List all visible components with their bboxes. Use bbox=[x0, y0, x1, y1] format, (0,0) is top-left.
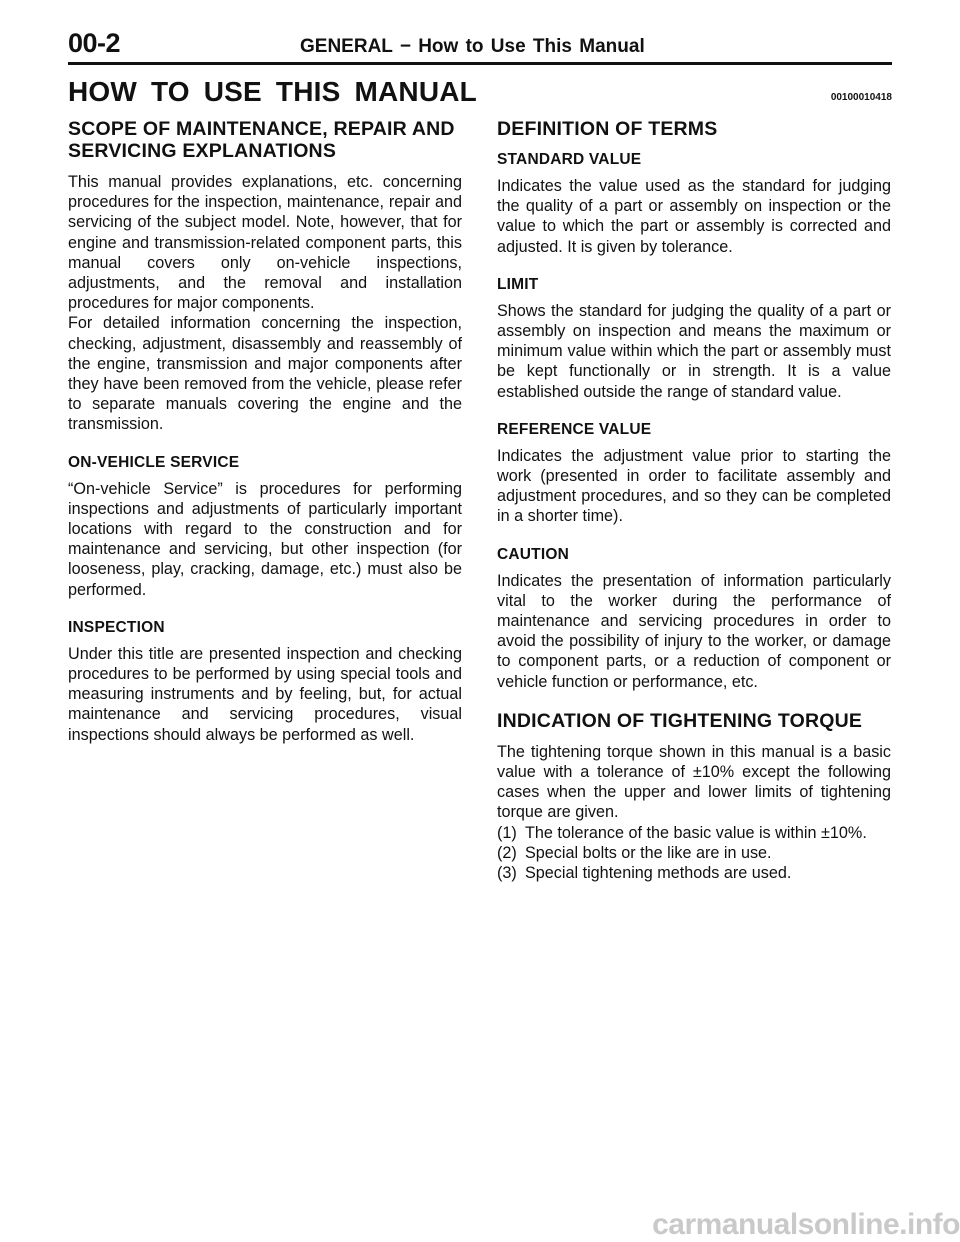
inspection-heading: INSPECTION bbox=[68, 618, 165, 636]
caution-heading: CAUTION bbox=[497, 545, 570, 563]
scope-paragraph-1: This manual provides explanations, etc. concerning procedures for the inspection, maintenance, repair and servicing of the subject model. Note, however, that for engine and transmission-related component parts, this manual covers only on-vehicle inspections, adjustments, and the removal and installation procedures for major components. bbox=[68, 173, 462, 313]
list-item-text: Special tightening methods are used. bbox=[525, 864, 792, 883]
list-item-text: Special bolts or the like are in use. bbox=[525, 843, 772, 862]
scope-paragraph-2: For detailed information concerning the inspection, checking, adjustment, disassembly and reassembly of the engine, transmission and major components after they have been removed from the vehicle, please refer to separate manuals covering the engine and the transmission. bbox=[68, 314, 462, 434]
running-title: GENERAL − How to Use This Manual bbox=[300, 36, 645, 57]
limit-paragraph: Shows the standard for judging the quality of a part or assembly on inspection and means the maximum or minimum value within which the part or assembly must be kept functionally or in strength. It is a value established outside the range of standard value. bbox=[497, 301, 891, 401]
limit-heading: LIMIT bbox=[497, 275, 539, 293]
scope-heading: SCOPE OF MAINTENANCE, REPAIR AND SERVICING EXPLANATIONS bbox=[68, 118, 455, 162]
page-header bbox=[68, 28, 892, 65]
definition-of-terms-heading: DEFINITION OF TERMS bbox=[497, 118, 718, 140]
list-item bbox=[497, 863, 891, 883]
on-vehicle-service-heading: ON-VEHICLE SERVICE bbox=[68, 453, 240, 471]
list-item-number: (3) bbox=[497, 864, 517, 883]
list-item-number: (1) bbox=[497, 823, 517, 842]
list-item-text: The tolerance of the basic value is within ±10%. bbox=[525, 823, 867, 842]
list-item bbox=[497, 823, 891, 843]
reference-value-paragraph: Indicates the adjustment value prior to starting the work (presented in order to facilitate assembly and adjustment procedures, and so they can be completed in a shorter time). bbox=[497, 446, 891, 526]
list-item bbox=[497, 843, 891, 863]
on-vehicle-service-paragraph: “On-vehicle Service” is procedures for performing inspections and adjustments of particularly important locations with regard to the construction and for maintenance and servicing, but other inspection (for looseness, play, cracking, damage, etc.) must also be performed. bbox=[68, 479, 462, 599]
left-column bbox=[68, 118, 462, 745]
list-item-number: (2) bbox=[497, 843, 517, 862]
right-column bbox=[497, 118, 891, 883]
standard-value-heading: STANDARD VALUE bbox=[497, 151, 642, 168]
inspection-paragraph: Under this title are presented inspection and checking procedures to be performed by using special tools and measuring instruments and by feeling, but, for actual maintenance and servicing procedures, visual inspections should always be performed as well. bbox=[68, 644, 462, 744]
page-title: HOW TO USE THIS MANUAL bbox=[68, 76, 477, 107]
standard-value-paragraph: Indicates the value used as the standard for judging the quality of a part or assembly on inspection or the value to which the part or assembly is corrected and adjusted. It is given by tolerance. bbox=[497, 177, 891, 256]
caution-paragraph: Indicates the presentation of information particularly vital to the worker during the performance of maintenance and servicing procedures in order to avoid the possibility of injury to the worker, or damage to component parts, or a reduction of component or vehicle function or performance, etc. bbox=[497, 571, 891, 691]
page-number: 00-2 bbox=[68, 28, 121, 58]
reference-value-heading: REFERENCE VALUE bbox=[497, 420, 652, 438]
document-id: 00100010418 bbox=[830, 92, 892, 103]
tightening-torque-heading: INDICATION OF TIGHTENING TORQUE bbox=[497, 709, 863, 732]
tightening-torque-paragraph: The tightening torque shown in this manual is a basic value with a tolerance of ±10% except the following cases when the upper and lower limits of tightening torque are given. bbox=[497, 742, 891, 822]
watermark-text: carmanualsonline.info bbox=[652, 1208, 960, 1241]
tightening-torque-list bbox=[497, 823, 891, 884]
